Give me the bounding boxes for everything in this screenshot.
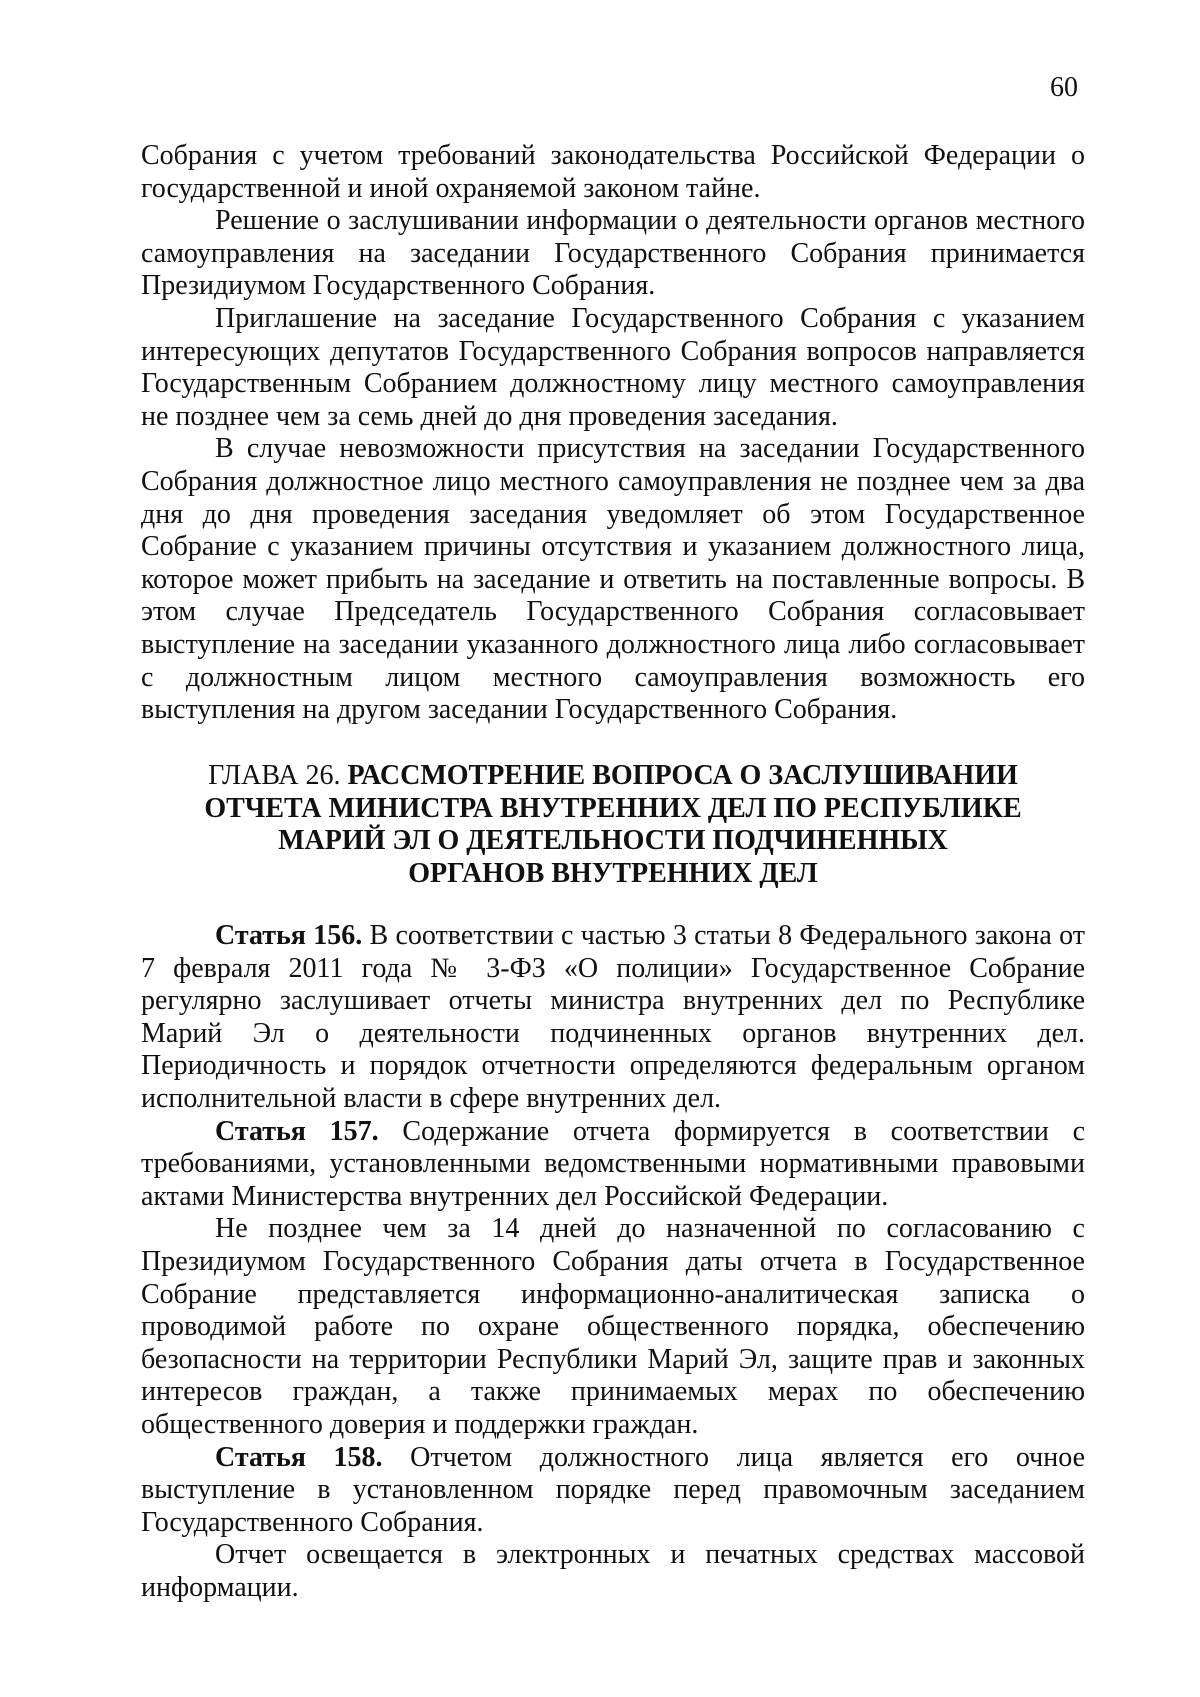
article-158 [141,1442,1085,1540]
chapter-title-line-2: ОТЧЕТА МИНИСТРА ВНУТРЕННИХ ДЕЛ ПО РЕСПУБЛИКЕ [204,792,1022,824]
paragraph-absence: В случае невозможности присутствия на заседании Государственного Собрания должностное лицо местного самоуправления не позднее чем за два дня до дня проведения заседания уведомляет об этом Государственное Собрание с указанием причины отсутствия и указанием должностного лица, которое может прибыть на заседание и ответить на поставленные вопросы. В этом случае Председатель Государственного Собрания согласовывает выступление на заседании указанного должностного лица либо согласовывает с должностным лицом местного самоуправления возможность его выступления на другом заседании Государственного Собрания. [141,433,1085,726]
article-156 [141,920,1085,1116]
article-156-label: Статья 156. [215,920,363,951]
articles-section [141,920,1085,1604]
article-157 [141,1116,1085,1214]
paragraph-continuation: Собрания с учетом требований законодательства Российской Федерации о государственной и иной охраняемой законом тайне. [141,140,1085,204]
chapter-title-line-1: РАССМОТРЕНИЕ ВОПРОСА О ЗАСЛУШИВАНИИ [347,760,1018,791]
page-number: 60 [1050,72,1078,103]
article-157-text: Содержание отчета формируется в соответствии с требованиями, установленными ведомственными нормативными правовыми актами Министерства внутренних дел Российской Федерации. [141,1115,1086,1212]
chapter-title-line-4: ОРГАНОВ ВНУТРЕННИХ ДЕЛ [408,857,818,889]
paragraph-hearing-decision: Решение о заслушивании информации о деятельности органов местного самоуправления на заседании Государственного Собрания принимается Президиумом Государственного Собрания. [141,205,1085,302]
chapter-heading [141,760,1085,890]
chapter-label: ГЛАВА 26. [208,760,341,791]
chapter-heading-line-1 [141,760,1085,793]
article-157-paragraph-2: Не позднее чем за 14 дней до назначенной по согласованию с Президиумом Государственного Собрания даты отчета в Государственное Собрание представляется информационно-аналитическая записка о проводимой работе по охране общественного порядка, обеспечению безопасности на территории Республики Марий Эл, защите прав и законных интересов граждан, а также принимаемых мерах по обеспечению общественного доверия и поддержки граждан. [141,1213,1085,1440]
article-156-text: В соответствии с частью 3 статьи 8 Федерального закона от 7 февраля 2011 года № 3-ФЗ «О полиции» Государственное Собрание регулярно заслушивает отчеты министра внутренних дел по Республике Марий Эл о деятельности подчиненных органов внутренних дел. Периодичность и порядок отчетности определяются федеральным органом исполнительной власти в сфере внутренних дел. [141,920,1086,1114]
article-157-label: Статья 157. [215,1115,379,1147]
article-158-text: Отчетом должностного лица является его очное выступление в установленном порядке перед правомочным заседанием Государственного Собрания. [141,1441,1086,1538]
continued-section [141,140,1085,727]
chapter-title-line-3: МАРИЙ ЭЛ О ДЕЯТЕЛЬНОСТИ ПОДЧИНЕННЫХ [278,825,948,857]
article-158-paragraph-2: Отчет освещается в электронных и печатных средствах массовой информации. [141,1539,1085,1603]
article-158-label: Статья 158. [215,1441,383,1473]
paragraph-invitation: Приглашение на заседание Государственного Собрания с указанием интересующих депутатов Государственного Собрания вопросов направляется Государственным Собранием должностному лицу местного самоуправления не позднее чем за семь дней до дня проведения заседания. [141,302,1085,432]
